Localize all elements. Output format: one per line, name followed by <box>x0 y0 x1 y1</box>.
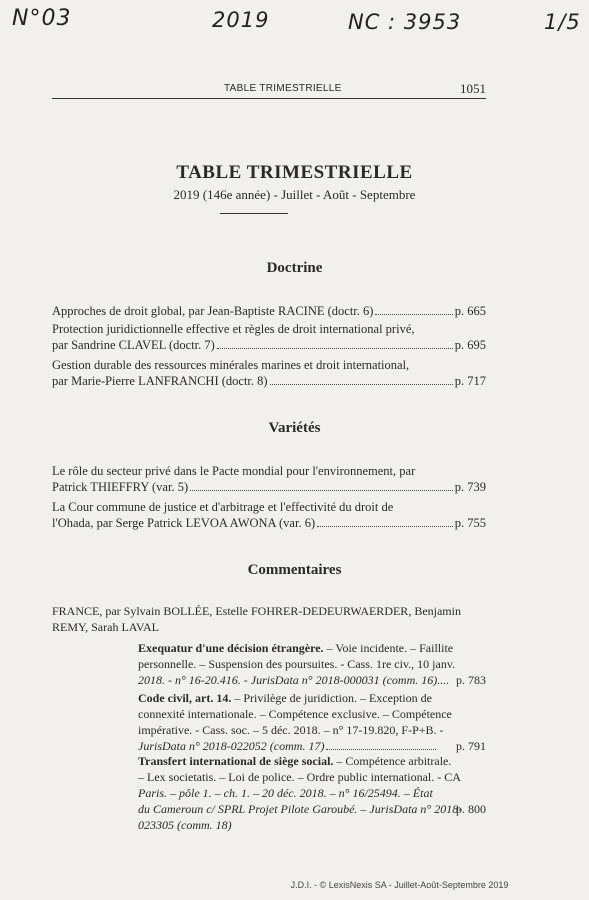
handwritten-number: N°03 <box>12 6 72 31</box>
comment-entry[interactable] <box>138 753 486 833</box>
comment-text: personnelle. – Suspension des poursuites. - Cass. 1re civ., 10 janv. <box>138 657 456 671</box>
leader-dots <box>317 526 453 527</box>
toc-entry[interactable] <box>52 499 486 531</box>
entry-text: Patrick THIEFFRY (var. 5) <box>52 480 189 494</box>
handwritten-code: NC : 3953 <box>348 10 462 34</box>
comment-heading: Transfert international de siège social. <box>138 754 334 768</box>
leader-dots <box>270 384 453 385</box>
comment-text: du Cameroun c/ SPRL Projet Pilote Garoubé. – JurisData n° 2018- <box>138 802 463 816</box>
entry-text: Protection juridictionnelle effective et règles de droit international privé, <box>52 322 415 336</box>
comment-text: 2018. - n° 16-20.416. - JurisData n° 2018-000031 (comm. 16).... <box>138 673 450 687</box>
comment-text: – Compétence arbitrale. <box>333 754 452 768</box>
comment-entry[interactable] <box>138 690 486 754</box>
entry-text: La Cour commune de justice et d'arbitrage et l'effectivité du droit de <box>52 500 394 514</box>
toc-entry[interactable] <box>52 357 486 389</box>
page-title: TABLE TRIMESTRIELLE <box>176 162 413 183</box>
comment-text: JurisData n° 2018-022052 (comm. 17) <box>138 739 325 753</box>
entry-text: Approches de droit global, par Jean-Baptiste RACINE (doctr. 6) <box>52 304 374 318</box>
entry-page: p. 783 <box>456 673 486 687</box>
comment-heading: Code civil, art. 14. <box>138 691 232 705</box>
toc-entry[interactable] <box>52 321 486 353</box>
comment-text: – Lex societatis. – Loi de police. – Ordre public international. - CA <box>138 770 461 784</box>
comment-text: – Voie incidente. – Faillite <box>323 641 454 655</box>
entry-page: p. 665 <box>454 304 486 318</box>
entry-text: par Marie-Pierre LANFRANCHI (doctr. 8) <box>52 374 268 388</box>
leader-dots <box>375 314 452 315</box>
entry-text: par Sandrine CLAVEL (doctr. 7) <box>52 338 215 352</box>
entry-page: p. 755 <box>454 516 486 530</box>
entry-page: p. 800 <box>456 802 486 816</box>
toc-entry[interactable] <box>52 303 486 319</box>
handwritten-fraction: 1/5 <box>544 10 581 34</box>
authors-line: FRANCE, par Sylvain BOLLÉE, Estelle FOHRER-DEDEURWAERDER, Benjamin <box>52 604 461 618</box>
entry-page: p. 739 <box>454 480 486 494</box>
comment-text: Paris. – pôle 1. – ch. 1. – 20 déc. 2018. – n° 16/25494. – État <box>138 786 433 800</box>
entry-text: Gestion durable des ressources minérales marines et droit international, <box>52 358 410 372</box>
leader-dots <box>217 348 453 349</box>
comment-text: 023305 (comm. 18) <box>138 818 232 832</box>
title-rule <box>220 213 288 214</box>
section-varietes: Variétés <box>268 420 321 436</box>
comment-text: – Privilège de juridiction. – Exception de <box>231 691 432 705</box>
entry-page: p. 695 <box>454 338 486 352</box>
page-subtitle: 2019 (146e année) - Juillet - Août - Septembre <box>173 187 416 202</box>
entry-page: p. 717 <box>454 374 486 388</box>
entry-text: Le rôle du secteur privé dans le Pacte mondial pour l'environnement, par <box>52 464 416 478</box>
toc-entry[interactable] <box>52 463 486 495</box>
comment-heading: Exequatur d'une décision étrangère. <box>138 641 324 655</box>
leader-dots <box>190 490 453 491</box>
running-head <box>52 82 486 99</box>
footer-text: J.D.I. - © LexisNexis SA - Juillet-Août-Septembre 2019 <box>290 880 509 890</box>
authors-line: REMY, Sarah LAVAL <box>52 620 160 634</box>
section-doctrine: Doctrine <box>266 260 323 276</box>
handwritten-year: 2019 <box>212 8 270 32</box>
running-head-title: TABLE TRIMESTRIELLE <box>224 83 342 94</box>
comment-text: connexité internationale. – Compétence exclusive. – Compétence <box>138 707 452 721</box>
leader-dots <box>326 749 436 750</box>
page-number: 1051 <box>460 81 486 96</box>
entry-page: p. 791 <box>456 739 486 753</box>
comment-text: impérative. - Cass. soc. – 5 déc. 2018. – n° 17-19.820, F-P+B. - <box>138 723 444 737</box>
entry-text: l'Ohada, par Serge Patrick LEVOA AWONA (var. 6) <box>52 516 316 530</box>
comment-entry[interactable] <box>138 640 486 688</box>
page-footer <box>0 880 589 890</box>
commentaires-authors <box>52 603 486 635</box>
section-commentaires: Commentaires <box>247 562 342 578</box>
